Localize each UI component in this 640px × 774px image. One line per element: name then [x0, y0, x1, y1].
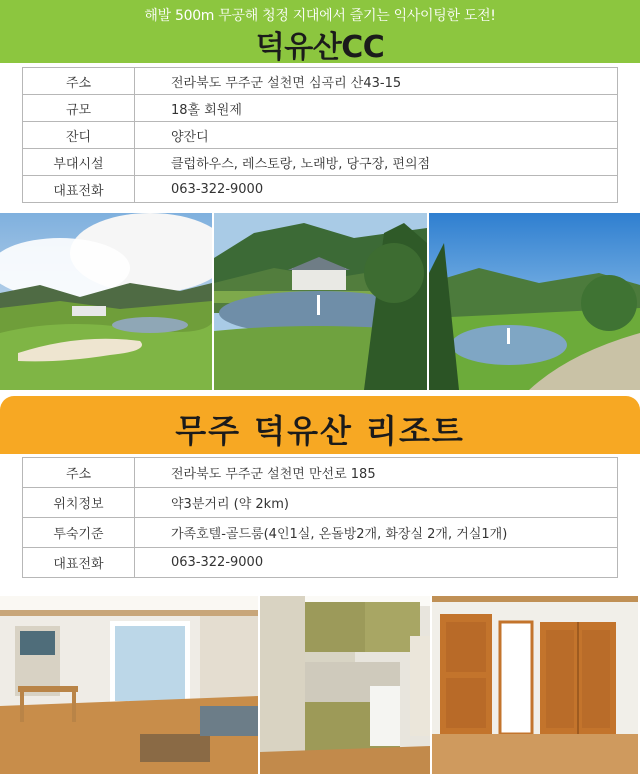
row-key: 위치정보 — [23, 488, 135, 518]
table-row — [23, 149, 618, 176]
resort-header — [0, 396, 640, 454]
row-key: 투숙기준 — [23, 518, 135, 548]
resort-photo-strip — [0, 596, 640, 774]
golf-photo-fairway — [0, 213, 212, 390]
golf-tagline: 해발 500m 무공해 청정 지대에서 즐기는 익사이팅한 도전! — [144, 8, 496, 24]
table-row — [23, 122, 618, 149]
golf-header — [0, 0, 640, 63]
golf-photo-lake — [429, 213, 640, 390]
resort-photo-doors — [432, 596, 638, 774]
row-value: 가족호텔-골드룸(4인1실, 온돌방2개, 화장실 2개, 거실1개) — [135, 518, 618, 548]
row-value: 전라북도 무주군 설천면 만선로 185 — [135, 458, 618, 488]
row-value: 약3분거리 (약 2km) — [135, 488, 618, 518]
table-row — [23, 548, 618, 578]
row-key: 주소 — [23, 68, 135, 95]
table-row — [23, 458, 618, 488]
row-key: 주소 — [23, 458, 135, 488]
resort-photo-living-room — [0, 596, 258, 774]
table-row — [23, 95, 618, 122]
row-value: 양잔디 — [135, 122, 618, 149]
row-key: 대표전화 — [23, 548, 135, 578]
row-value: 18홀 회원제 — [135, 95, 618, 122]
table-row — [23, 488, 618, 518]
row-value: 063-322-9000 — [135, 548, 618, 578]
resort-title: 무주 덕유산 리조트 — [175, 412, 465, 450]
golf-photo-clubhouse — [214, 213, 427, 390]
golf-info-table — [22, 67, 618, 203]
table-row — [23, 68, 618, 95]
row-value: 클럽하우스, 레스토랑, 노래방, 당구장, 편의점 — [135, 149, 618, 176]
row-key: 부대시설 — [23, 149, 135, 176]
row-value: 전라북도 무주군 설천면 심곡리 산43-15 — [135, 68, 618, 95]
golf-photo-strip — [0, 213, 640, 390]
row-key: 대표전화 — [23, 176, 135, 203]
table-row — [23, 176, 618, 203]
row-key: 잔디 — [23, 122, 135, 149]
resort-info-table — [22, 457, 618, 578]
row-value: 063-322-9000 — [135, 176, 618, 203]
golf-title: 덕유산CC — [255, 30, 385, 65]
table-row — [23, 518, 618, 548]
resort-photo-kitchen — [260, 596, 430, 774]
row-key: 규모 — [23, 95, 135, 122]
